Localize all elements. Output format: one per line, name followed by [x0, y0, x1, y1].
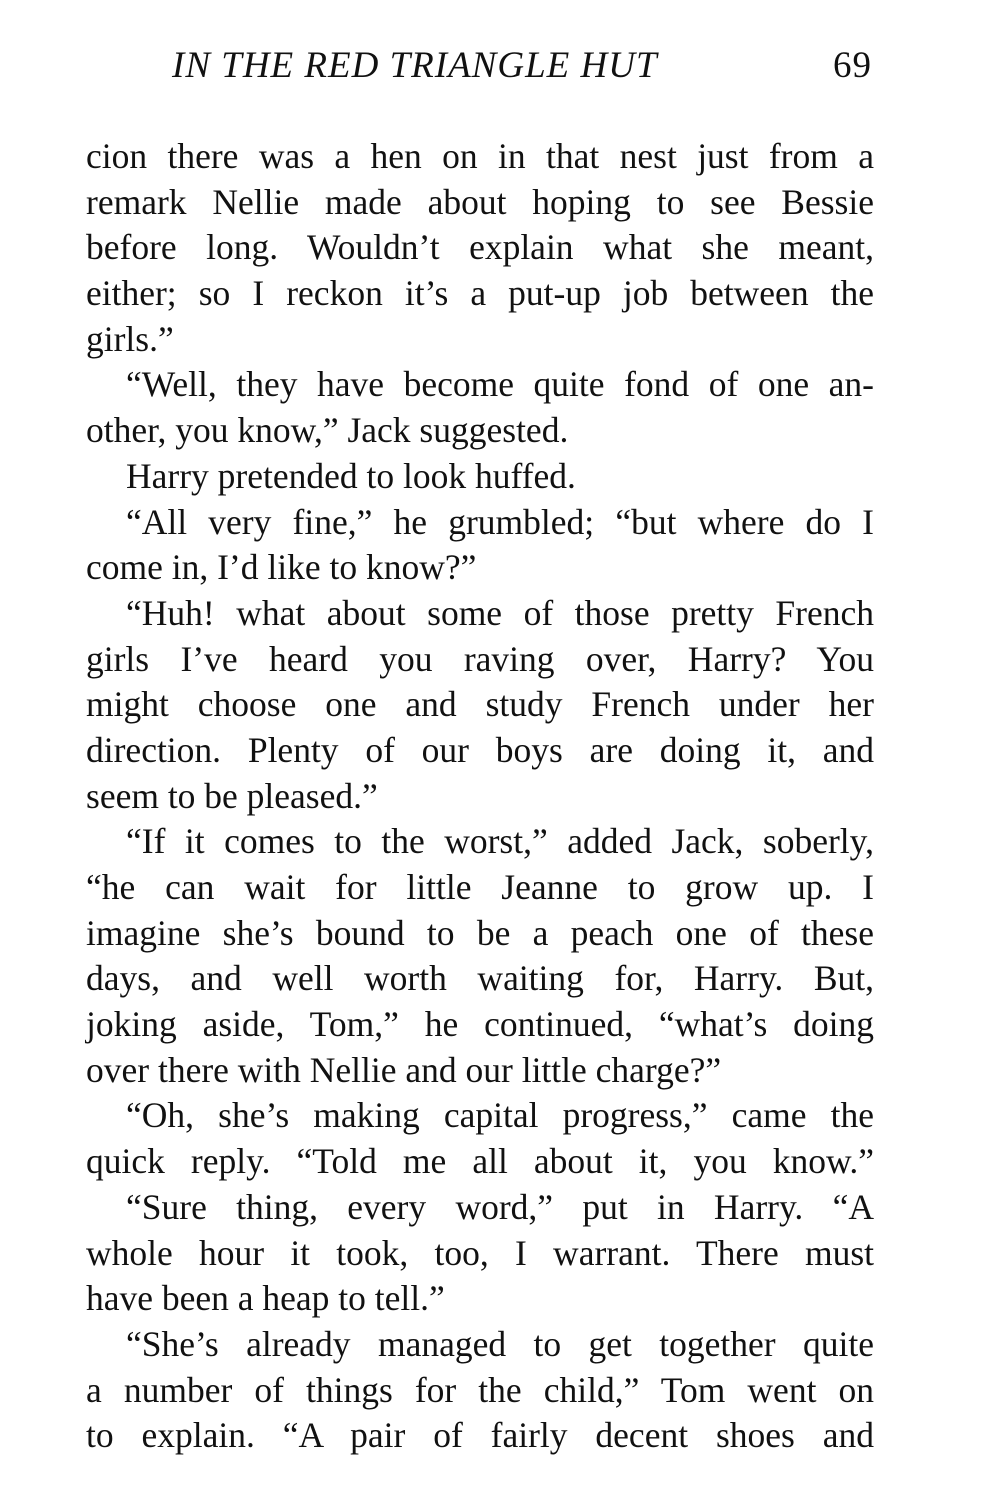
text-line: days, and well worth waiting for, Harry. But,	[86, 958, 874, 999]
text-line: joking aside, Tom,” he continued, “what’s doing	[86, 1004, 874, 1045]
text-line: “he can wait for little Jeanne to grow up. I	[86, 867, 874, 907]
text-line: cion there was a hen on in that nest just from a	[86, 136, 874, 176]
text-line: might choose one and study French under her	[86, 684, 874, 725]
text-line: “Huh! what about some of those pretty French	[126, 592, 874, 633]
text-line: whole hour it took, too, I warrant. There must	[86, 1232, 874, 1273]
text-line: either; so I reckon it’s a put-up job between the	[86, 273, 874, 314]
text-line: “She’s already managed to get together quite	[126, 1323, 874, 1364]
text-line: girls.”	[86, 318, 174, 359]
text-line: Harry pretended to look huffed.	[126, 455, 576, 496]
text-line: “Well, they have become quite fond of one an-	[126, 364, 874, 405]
text-line: have been a heap to tell.”	[86, 1278, 445, 1319]
text-line: a number of things for the child,” Tom went on	[86, 1369, 874, 1410]
text-line: over there with Nellie and our little charge?”	[86, 1049, 722, 1090]
text-line: “All very fine,” he grumbled; “but where do I	[126, 501, 874, 542]
text-line: remark Nellie made about hoping to see Bessie	[86, 181, 874, 222]
text-line: seem to be pleased.”	[86, 775, 378, 816]
text-line: before long. Wouldn’t explain what she meant,	[86, 227, 874, 268]
text-line: quick reply. “Told me all about it, you know.”	[86, 1141, 874, 1182]
page-number: 69	[833, 45, 872, 86]
text-line: imagine she’s bound to be a peach one of these	[86, 912, 874, 953]
text-line: “Sure thing, every word,” put in Harry. “A	[126, 1186, 874, 1227]
text-line: girls I’ve heard you raving over, Harry? You	[86, 638, 874, 679]
text-line: “If it comes to the worst,” added Jack, soberly,	[126, 821, 874, 862]
text-line: to explain. “A pair of fairly decent shoes and	[86, 1415, 874, 1456]
text-line: come in, I’d like to know?”	[86, 547, 477, 588]
body-text	[86, 134, 874, 1459]
running-title: IN THE RED TRIANGLE HUT	[172, 45, 658, 86]
text-line: other, you know,” Jack suggested.	[86, 410, 569, 451]
text-line: direction. Plenty of our boys are doing it, and	[86, 729, 874, 770]
text-line: “Oh, she’s making capital progress,” came the	[126, 1095, 874, 1136]
running-head	[160, 38, 872, 94]
